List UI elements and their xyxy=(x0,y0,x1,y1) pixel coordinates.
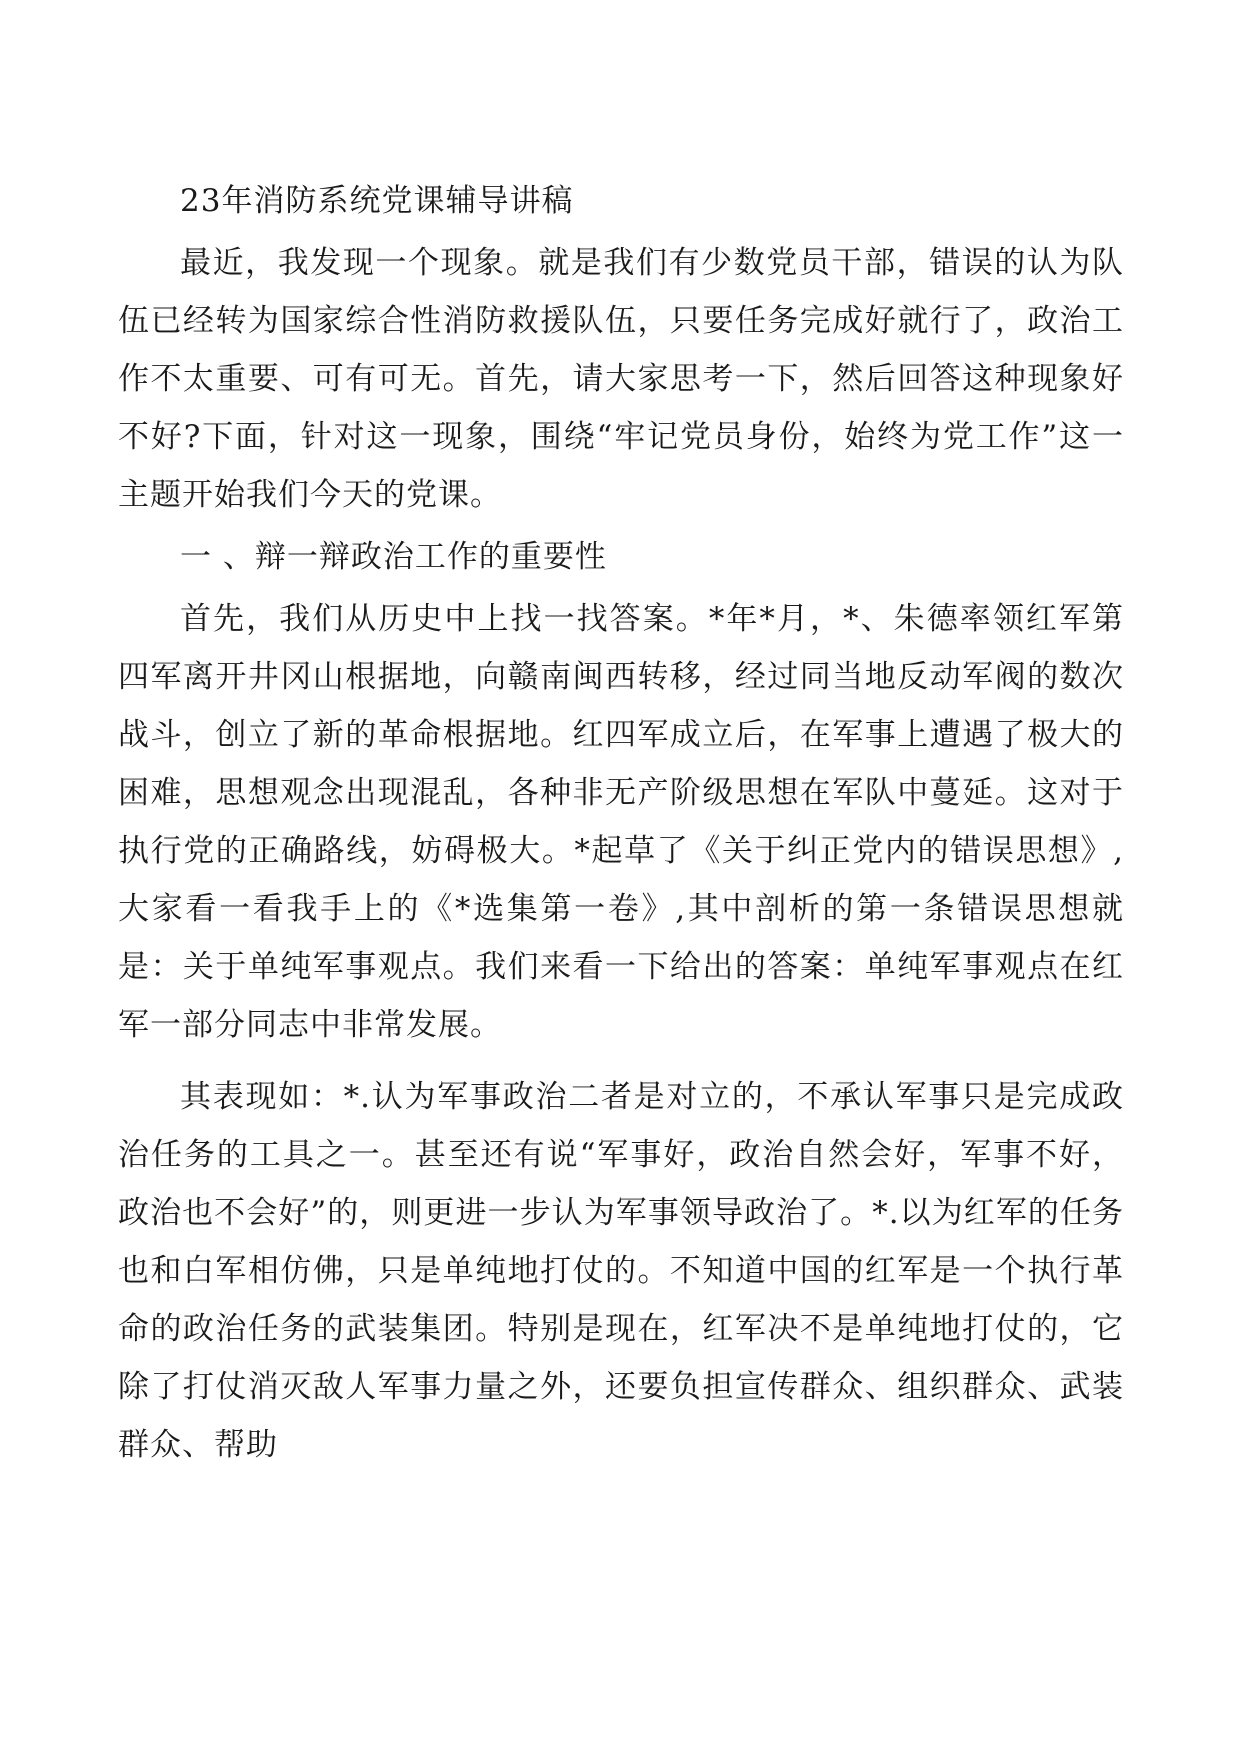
document-title: 23年消防系统党课辅导讲稿 xyxy=(180,183,574,219)
section-heading-1: 一 、辩一辩政治工作的重要性 xyxy=(180,539,607,575)
paragraph-intro: 最近，我发现一个现象。就是我们有少数党员干部，错误的认为队伍已经转为国家综合性消防救援队伍，只要任务完成好就行了，政治工作不太重要、可有可无。首先，请大家思考一下，然后回答这种现象好不好?下面，针对这一现象，围绕“牢记党员身份，始终为党工作”这一主题开始我们今天的党课。 xyxy=(118,245,1124,513)
document-body xyxy=(118,172,1124,1474)
paragraph-manifestations: 其表现如：*.认为军事政治二者是对立的，不承认军事只是完成政治任务的工具之一。甚至还有说“军事好，政治自然会好，军事不好，政治也不会好”的，则更进一步认为军事领导政治了。*.以为红军的任务也和白军相仿佛，只是单纯地打仗的。不知道中国的红军是一个执行革命的政治任务的武装集团。特别是现在，红军决不是单纯地打仗的，它除了打仗消灭敌人军事力量之外，还要负担宣传群众、组织群众、武装群众、帮助 xyxy=(118,1079,1124,1463)
paragraph-history: 首先，我们从历史中上找一找答案。*年*月，*、朱德率领红军第四军离开井冈山根据地，向赣南闽西转移，经过同当地反动军阀的数次战斗，创立了新的革命根据地。红四军成立后，在军事上遭遇了极大的困难，思想观念出现混乱，各种非无产阶级思想在军队中蔓延。这对于执行党的正确路线，妨碍极大。*起草了《关于纠正党内的错误思想》,大家看一看我手上的《*选集第一卷》,其中剖析的第一条错误思想就是：关于单纯军事观点。我们来看一下给出的答案：单纯军事观点在红军一部分同志中非常发展。 xyxy=(118,601,1124,1043)
